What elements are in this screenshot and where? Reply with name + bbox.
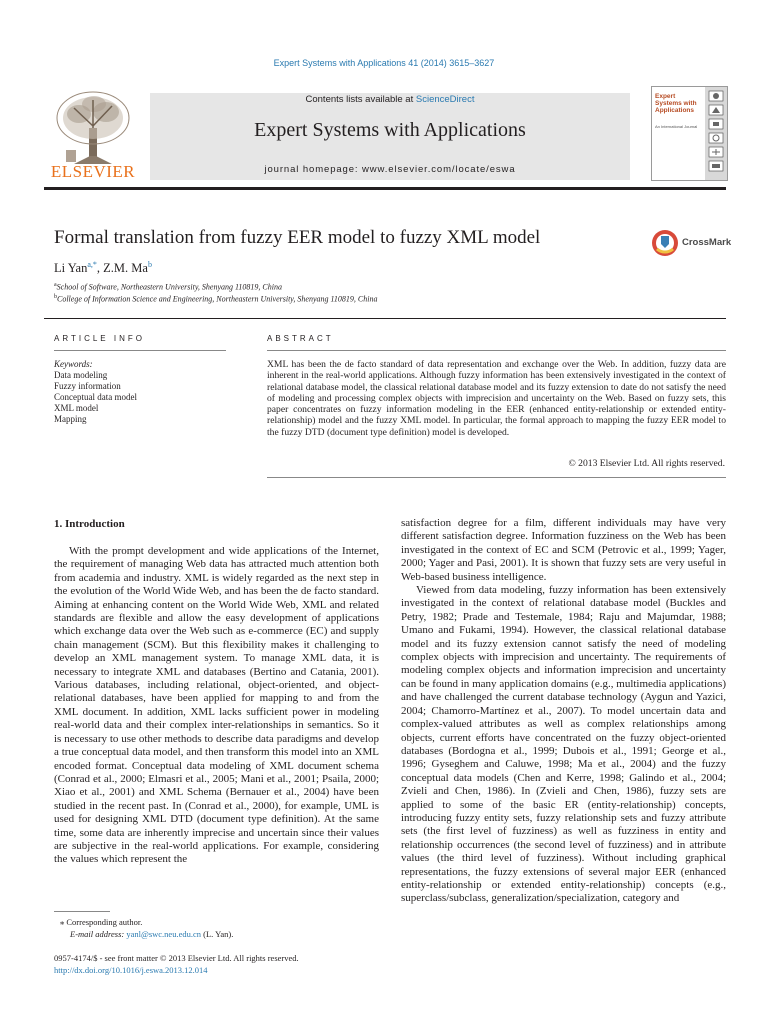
keyword: Mapping [54,414,87,424]
abstract-rule [267,350,726,351]
crossmark-label: CrossMark [682,237,732,248]
paragraph: Viewed from data modeling, fuzzy information has been extensively investigated in the context of relational database model (Buckles and Petry, 1982; Prade and Testemale, 1984; Raju and Majumdar, 1988; Umano and Fukami, 1994). However, the classical relational database model and its fuzzy extension cannot satisfy the need of modeling complex objects with imprecision and uncertainty. The requirements of modeling complex objects and information imprecision and uncertainty can be found in many application domains (e.g., multimedia applications) and have challenged the current database technology (Aygun and Yazici, 2004; Chamorro-Martínez et al., 2007). To model uncertain data and complex-valued attributes as well as complex relationships among objects, current efforts have concentrated on the fuzzy object-oriented databases (Bordogna et al., 1999; Dubois et al., 1991; George et al., 1996; Gyseghem and Caluwe, 1998; Ma et al., 2004) and the fuzzy conceptual data models (Chen and Kerre, 1998; Galindo et al., 2004; Zvieli and Chen, 1986). In (Zvieli and Chen, 1986), fuzzy sets are applied to some of the basic ER (entity-relationship) concepts, introducing fuzzy entity sets, fuzzy relationship sets and fuzzy attribute sets (the first level of fuzziness) as well as fuzziness in entity and relationship occurrences (the second level of fuzziness) and in attribute values (the third level of fuzziness). Without including graphical representations, the fuzzy extensions of several major EER (enhanced entity-relationship or extended entity-relationship) concepts (e.g., superclass/subclass, generalization/specialization, category and [401,584,726,905]
author-separator: , [96,261,104,276]
journal-name: Expert Systems with Applications [254,119,526,141]
affiliation-mark: b [54,294,57,300]
author-name[interactable]: Li Yan [54,261,88,276]
publisher-name: ELSEVIER [50,162,136,181]
keyword: Conceptual data model [54,392,137,402]
journal-citation-link[interactable]: Expert Systems with Applications 41 (2014) 3615–3627 [273,58,495,68]
abstract-text: XML has been the de facto standard of data representation and exchange over the Web. In addition, fuzzy data are inherent in the real-world applications. Although fuzzy information has been extensively investigated in the context of relational database model, the classical relational database model and its fuzzy extension to date do not satisfy the need of modeling and processing complex objects with imprecision and uncertainty on the Web. Based on fuzzy sets, this paper concentrates on fuzzy information modeling in the EER (enhanced entity-relationship or extended entity-relationship) model and the fuzzy XML model. In particular, the formal approach to mapping the fuzzy EER model to the fuzzy DTD (document type definition) model is developed. [267,359,726,438]
article-title: Formal translation from fuzzy EER model to fuzzy XML model [54,227,541,248]
contents-line [150,94,630,105]
header-divider [44,318,726,319]
doi-link[interactable]: http://dx.doi.org/10.1016/j.eswa.2013.12.014 [54,965,208,975]
cover-subtitle: An International Journal [655,124,698,129]
contents-prefix: Contents lists available at [305,94,414,105]
author-affiliation-mark[interactable]: a,* [87,260,97,269]
left-column [54,545,379,867]
article-info-rule [54,350,226,351]
keyword: XML model [54,403,99,413]
email-suffix: (L. Yan). [203,929,234,939]
abstract-heading: ABSTRACT [267,334,334,343]
masthead-rule [44,187,726,190]
paragraph: With the prompt development and wide applications of the Internet, the requirement of managing Web data has attracted much attention both from academia and industry. XML is widely regarded as the next step in the evolution of the World Wide Web, and has been the de facto standard. Aiming at enhancing content on the World Wide Web, XML and related standards are flexible and allow the easy development of applications which exchange data over the Web such as e-commerce (EC) and supply chain management (SCM). But this flexibility makes it challenging to develop an XML management system. To manage XML data, it is necessary to integrate XML and databases (Bertino and Catania, 2001). Various databases, including relational, object-oriented, and object-relational databases, have been applied for mapping to and from the XML document. In addition, XML lacks sufficient power in modeling real-world data and their complex inter-relationships in semantics. So it is necessary to use other methods to describe data paradigms and develop a true conceptual data model, and then transform this model into an XML encoded format. Conceptual data modeling of XML document schema (Conrad et al., 2000; Elmasri et al., 2005; Mani et al., 2001; Psaila, 2000; Xiao et al., 2001) and XML Schema (Bernauer et al., 2004) have been studied in the recent past. In (Conrad et al., 2000), for example, UML is used for designing XML DTD (document type definition). At the same time, some data are inherently imprecise and uncertain since their values are subjective in the real-world applications. For example, considering the values which represent the [54,545,379,866]
email-label: E-mail address: [70,929,125,939]
author-list [54,260,152,276]
affiliation-mark: a [54,282,57,288]
keyword: Data modeling [54,370,108,380]
sciencedirect-link[interactable]: ScienceDirect [415,94,475,105]
affiliation-a [54,282,282,292]
footnote-text: Corresponding author. [66,917,143,927]
abstract-bottom-rule [267,477,726,478]
affiliation-text: College of Information Science and Engineering, Northeastern University, Shenyang 110819, China [57,294,378,304]
cover-pictograms-icon [705,87,727,180]
section-heading: 1. Introduction [54,518,125,530]
author-name[interactable]: Z.M. Ma [103,261,148,276]
keywords-list [54,370,137,425]
affiliation-text: School of Software, Northeastern University, Shenyang 110819, China [56,282,282,292]
author-affiliation-mark[interactable]: b [147,260,152,269]
elsevier-logo [44,86,142,182]
keywords-label: Keywords: [54,359,93,369]
crossmark-badge[interactable] [651,229,731,259]
article-info-heading: ARTICLE INFO [54,334,145,343]
footnote-email [70,929,233,939]
crossmark-icon [651,229,679,257]
footnote-rule [54,911,110,912]
journal-cover-image [651,86,728,181]
right-column [401,517,726,906]
email-link[interactable]: yanl@swc.neu.edu.cn [126,929,201,939]
keyword: Fuzzy information [54,381,121,391]
journal-homepage[interactable]: journal homepage: www.elsevier.com/locate/eswa [264,164,516,175]
issn-line: 0957-4174/$ - see front matter © 2013 Elsevier Ltd. All rights reserved. [54,953,299,963]
cover-title: Expert Systems with Applications [655,93,697,114]
paragraph: satisfaction degree for a film, different individuals may have very different satisfaction degree. Information fuzziness on the Web has been investigated in the context of EC and SCM (Petrovic et al., 1999; Yager, 2000; Yager and Pasi, 2001). It is shown that fuzzy sets are very useful in Web-based business intelligence. [401,517,726,583]
footnote-mark: ⁎ [60,917,65,927]
cover-icon-strip [705,87,727,180]
affiliation-b [54,294,377,304]
abstract-copyright: © 2013 Elsevier Ltd. All rights reserved. [568,458,725,469]
footnote-corresponding [54,917,142,928]
